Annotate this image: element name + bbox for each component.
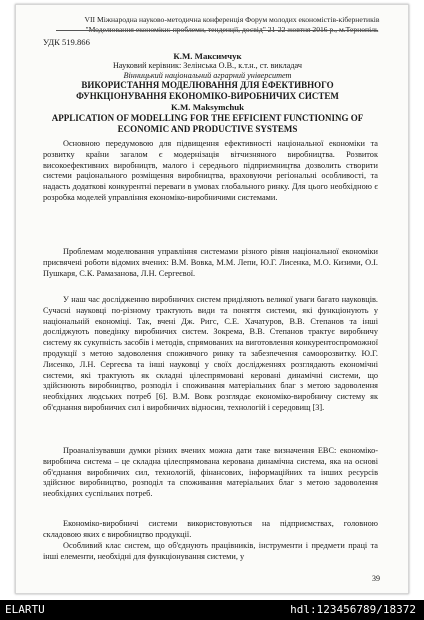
header-line-2: "Моделювання економіки: проблеми, тенденції, досвід" 21-22 жовтня 2016 р., м.Тернопіль xyxy=(85,24,379,34)
body-paragraph-4 xyxy=(43,446,378,500)
author-name: К.М. Максимчук xyxy=(173,51,242,61)
paragraph-text: Особливий клас систем, що об'єднують працівників, інструменти і предмети праці та інші елементи, необхідні для функціонування системи, у xyxy=(43,541,378,561)
body-paragraph-3 xyxy=(43,295,378,414)
title-ukrainian: ВИКОРИСТАННЯ МОДЕЛЮВАННЯ ДЛЯ ЕФЕКТИВНОГО ФУНКЦІОНУВАННЯ ЕКОНОМІКО-ВИРОБНИЧИХ СИСТЕМ xyxy=(76,80,339,101)
udk-code: УДК 519.866 xyxy=(43,37,90,47)
paragraph-text: Проблемам моделювання управління системами різного рівня національної економіки присвячені роботи відомих вчених: В.М. Вовка, М.М. Лепи, Ю.Г. Лисенка, М.О. Кизими, О.І. Пушкаря, С.К. Рамазанова, Л.Н. Сергеєвої. xyxy=(43,247,378,278)
affiliation: Вінницький національний аграрний університет xyxy=(123,71,292,80)
paragraph-text: Основною передумовою для підвищення ефективності національної економіки та розвитку країни загалом є модернізація вітчизняного виробництва. Розвиток високоефективних виробництв, малого і середнього підприємництва дозволить створити системи раціонального розміщення виробництва, враховуючи регіональні особливості, та надасть додаткові конкурентні переваги в умовах глобального ринку. Для цього необхідною є розробка моделей управління економіко-виробничими системами. xyxy=(43,139,378,202)
repository-name: ELARTU xyxy=(5,603,45,616)
paragraph-text: Проаналізувавши думки різних вчених можна дати таке визначення ЕВС: економіко-виробнича система – це складна цілеспрямована керована динамічна система, яка на основі об'єднання виробничих сил, технологій, фінансових, інформаційних та інших ресурсів здійснює виробництво, розподіл та споживання матеріальних благ з метою задоволення необхідних суспільних потреб. xyxy=(43,446,378,499)
author-name-english: K.M. Maksymchuk xyxy=(170,102,245,112)
paragraph-text: У наш час дослідженню виробничих систем приділяють великої уваги багато науковців. Сучасні науковці по-різному трактують види та поняття системи, які функціонують у національній економіці. Так, вчені Дж. Ригс, С.Е. Хачатуров, В.В. Степанов та інші досліджують поведінку виробничих систем. Зокрема, В.В. Степанов трактує виробничу систему як сукупність засобів і методів, спрямованих на виготовлення конкурентоспроможної продукції з метою задоволення споживчого ринку та забезпечення самоорозвитку. Ю.Г. Лисенко, Л.Н. Сергеєва та інші науковці у своїх дослідженнях розглядають економічні системи, які трактують як складні цілеспрямовані керовані динамічні системи, що здійснюють виробництво, розподіл і споживання матеріальних благ з метою задоволення необхідних людських потреб [6]. В.М. Вовк розглядає економіко-виробничу систему як об'єднання виробничих сил і виробничих відносин, технологій і середовищ [3]. xyxy=(43,295,378,412)
body-paragraph-1 xyxy=(43,139,378,204)
body-paragraph-5 xyxy=(43,519,378,541)
conference-header xyxy=(72,15,392,34)
supervisor-line: Науковий керівник: Зелінська О.В., к.т.н., ст. викладач xyxy=(113,61,302,70)
repository-footer-bar xyxy=(0,600,424,620)
header-divider xyxy=(56,30,378,31)
body-paragraph-6 xyxy=(43,541,378,563)
paragraph-text: Економіко-виробничі системи використовуються на підприємствах, головною складовою яких є виробництво продукції. xyxy=(43,519,378,539)
handle-identifier: hdl:123456789/18372 xyxy=(290,603,416,616)
body-paragraph-2 xyxy=(43,247,378,279)
title-english: APPLICATION OF MODELLING FOR THE EFFICIENT FUNCTIONING OF ECONOMIC AND PRODUCTIVE SYSTEMS xyxy=(51,113,364,134)
page-number: 39 xyxy=(372,574,380,583)
header-line-1: VII Міжнародна науково-методична конференція Форум молодих економістів-кібернетиків xyxy=(84,15,380,24)
